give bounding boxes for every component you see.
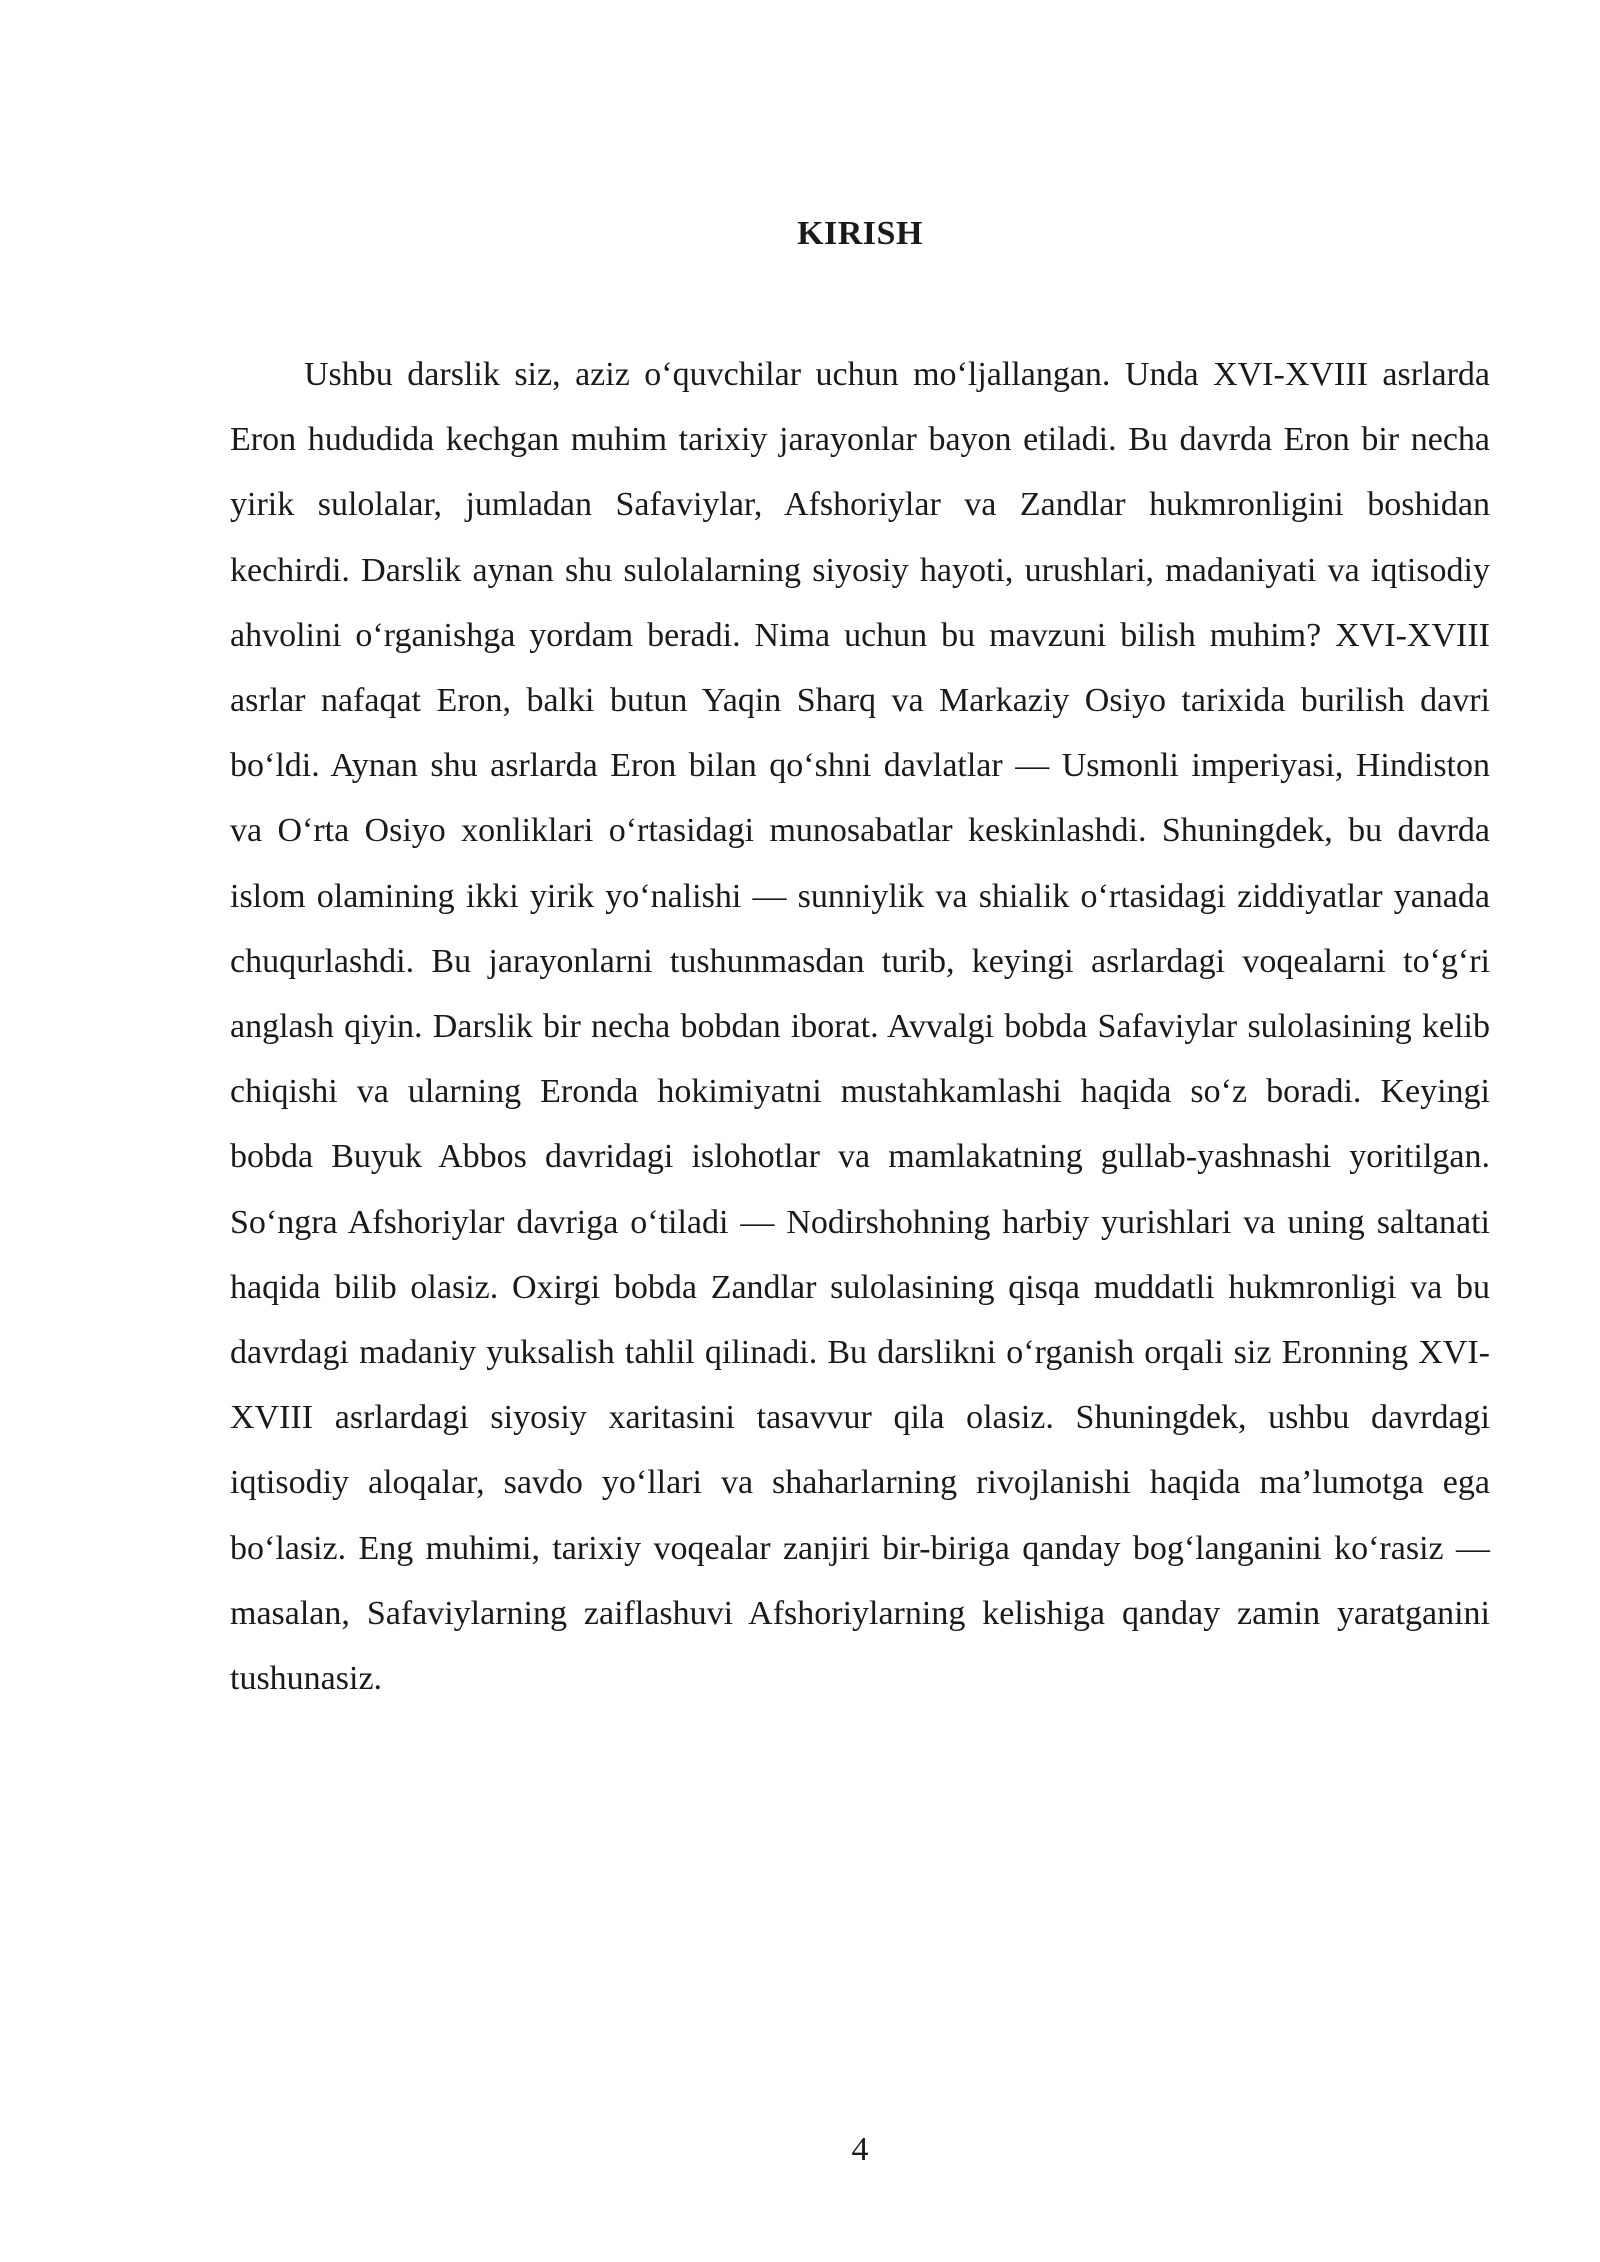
page-number: 4 <box>851 2131 869 2168</box>
body-paragraph: Ushbu darslik siz, aziz o‘quvchilar uchun mo‘ljallangan. Unda XVI-XVIII asrlarda Eron hududida kechgan muhim tarixiy jarayonlar bayon etiladi. Bu davrda Eron bir necha yirik sulolalar, jumladan Safaviylar, Afshoriylar va Zandlar hukmronligini boshidan kechirdi. Darslik aynan shu sulolalarning siyosiy hayoti, urushlari, madaniyati va iqtisodiy ahvolini o‘rganishga yordam beradi. Nima uchun bu mavzuni bilish muhim? XVI-XVIII asrlar nafaqat Eron, balki butun Yaqin Sharq va Markaziy Osiyo tarixida burilish davri bo‘ldi. Aynan shu asrlarda Eron bilan qo‘shni davlatlar — Usmonli imperiyasi, Hindiston va O‘rta Osiyo xonliklari o‘rtasidagi munosabatlar keskinlashdi. Shuningdek, bu davrda islom olamining ikki yirik yo‘nalishi — sunniylik va shialik o‘rtasidagi ziddiyatlar yanada chuqurlashdi. Bu jarayonlarni tushunmasdan turib, keyingi asrlardagi voqealarni to‘g‘ri anglash qiyin. Darslik bir necha bobdan iborat. Avvalgi bobda Safaviylar sulolasining kelib chiqishi va ularning Eronda hokimiyatni mustahkamlashi haqida so‘z boradi. Keyingi bobda Buyuk Abbos davridagi islohotlar va mamlakatning gullab-yashnashi yoritilgan. So‘ngra Afshoriylar davriga o‘tiladi — Nodirshohning harbiy yurishlari va uning saltanati haqida bilib olasiz. Oxirgi bobda Zandlar sulolasining qisqa muddatli hukmronligi va bu davrdagi madaniy yuksalish tahlil qilinadi. Bu darslikni o‘rganish orqali siz Eronning XVI-XVIII asrlardagi siyosiy xaritasini tasavvur qila olasiz. Shuningdek, ushbu davrdagi iqtisodiy aloqalar, savdo yo‘llari va shaharlarning rivojlanishi haqida ma’lumotga ega bo‘lasiz. Eng muhimi, tarixiy voqealar zanjiri bir-biriga qanday bog‘langanini ko‘rasiz — masalan, Safaviylarning zaiflashuvi Afshoriylarning kelishiga qanday zamin yaratganini tushunasiz. <box>230 356 1490 1698</box>
page-title: KIRISH <box>797 215 923 252</box>
